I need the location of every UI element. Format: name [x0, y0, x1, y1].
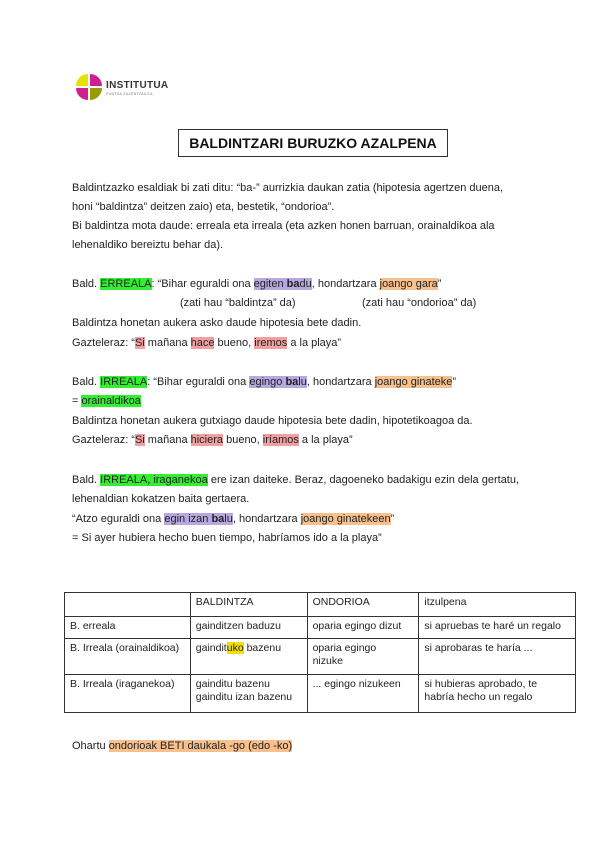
iragan-example: [72, 512, 394, 526]
header-cell: [65, 593, 191, 617]
irreala-label: IRREALA: [100, 376, 148, 388]
row-translation: si aprobaras te haría ...: [419, 639, 576, 675]
quote-mid: , hondartzara: [306, 376, 375, 388]
verb-ba: ba: [285, 376, 299, 388]
verb-a: egingo: [249, 376, 286, 388]
res-line-1: oparia egingo: [312, 642, 377, 654]
equals: =: [72, 395, 82, 407]
header-cell: itzulpena: [419, 593, 576, 617]
row-condition: [190, 639, 307, 675]
erreala-desc: Baldintza honetan aukera asko daude hipotesia bete dadin.: [72, 317, 362, 329]
note-highlight: ondorioak BETI daukala -go (edo -ko): [108, 740, 293, 752]
irreala-spanish: [72, 433, 353, 447]
intro-line-2: honi “baldintza” deitzen zaio) eta, bestetik, “ondorioa”.: [72, 201, 335, 213]
result-verb: joango gara: [379, 278, 438, 290]
verb-a: egin izan: [164, 513, 212, 525]
header-cell: BALDINTZA: [190, 593, 307, 617]
colon: :: [151, 278, 155, 290]
es-res: iríamos: [262, 434, 299, 446]
verb-c: lu: [298, 376, 307, 388]
quote-open: “Atzo eguraldi ona: [72, 513, 165, 525]
irreala-time: [72, 394, 141, 408]
verb-a: egiten: [253, 278, 287, 290]
bald-prefix: Bald.: [72, 278, 98, 290]
cond-b: bazenu: [243, 642, 282, 654]
es-c: bueno,: [214, 337, 255, 349]
iragan-rest: ere izan daiteke. Beraz, dagoeneko badakigu ezin dela gertatu,: [207, 474, 520, 486]
es-a: Gazteleraz: “: [72, 337, 135, 349]
es-b: mañana: [144, 337, 191, 349]
page-title: BALDINTZARI BURUZKO AZALPENA: [178, 129, 448, 157]
verb-c: du: [299, 278, 312, 290]
quote-open: “Bihar eguraldi ona: [154, 278, 254, 290]
row-type: B. Irreala (iraganekoa): [65, 675, 191, 713]
erreala-note-condition: (zati hau “baldintza” da): [180, 297, 296, 309]
iragan-intro: [72, 473, 519, 487]
erreala-label: ERREALA: [100, 278, 152, 290]
iragan-label: IRREALA, iraganekoa: [100, 474, 208, 486]
cond-a: gaindit: [195, 642, 227, 654]
quote-close: ”: [452, 376, 457, 388]
cond-line-1: gainditu bazenu: [195, 678, 270, 690]
bald-prefix: Bald.: [72, 474, 98, 486]
quote-mid: , hondartzara: [311, 278, 380, 290]
row-result: oparia egingo dizut: [307, 617, 419, 639]
table-row: [65, 617, 576, 639]
colon: :: [147, 376, 151, 388]
res-line-2: nizuke: [312, 655, 343, 667]
intro-line-4: lehenaldiko bereiztu behar da).: [72, 239, 224, 251]
condition-verb: [254, 278, 312, 290]
cond-highlight: uko: [226, 642, 244, 654]
row-type: B. erreala: [65, 617, 191, 639]
header-cell: ONDORIOA: [307, 593, 419, 617]
result-verb: joango ginatekeen: [300, 513, 391, 525]
intro-line-1: Baldintzazko esaldiak bi zati ditu: “ba-” aurrizkia daukan zatia (hipotesia agertzen duena,: [72, 182, 504, 194]
row-condition: [190, 675, 307, 713]
conditional-table: [64, 592, 576, 713]
row-translation: [419, 675, 576, 713]
erreala-spanish: [72, 336, 341, 350]
es-d: a la playa”: [287, 337, 342, 349]
es-b: mañana: [144, 434, 191, 446]
quote-close: ”: [390, 513, 395, 525]
note-prefix: Ohartu: [72, 740, 109, 752]
row-type: B. Irreala (orainaldikoa): [65, 639, 191, 675]
verb-c: lu: [224, 513, 233, 525]
erreala-note-result: (zati hau “ondorioa” da): [362, 297, 477, 309]
row-translation: si apruebas te haré un regalo: [419, 617, 576, 639]
row-condition: gainditzen baduzu: [190, 617, 307, 639]
quote-open: “Bihar eguraldi ona: [150, 376, 250, 388]
erreala-example: [72, 277, 441, 291]
iragan-spanish: = Si ayer hubiera hecho buen tiempo, habríamos ido a la playa”: [72, 532, 382, 544]
tr-line-1: si hubieras aprobado, te: [424, 678, 538, 690]
cond-line-2: gainditu izan bazenu: [195, 691, 293, 703]
row-result: ... egingo nizukeen: [307, 675, 419, 713]
logo-tagline: PUNTUA ZUZENTZAILEA: [106, 92, 153, 96]
es-verb: hace: [190, 337, 215, 349]
verb-ba: ba: [211, 513, 225, 525]
quote-close: ”: [437, 278, 442, 290]
logo-name: INSTITUTUA: [106, 80, 169, 91]
condition-verb: [164, 513, 233, 525]
result-verb: joango ginateke: [374, 376, 453, 388]
es-si: Si: [134, 434, 145, 446]
es-verb: hiciera: [190, 434, 224, 446]
tr-line-2: habría hecho un regalo: [424, 691, 533, 703]
footer-note: [72, 739, 292, 753]
irreala-desc: Baldintza honetan aukera gutxiago daude hipotesia bete dadin, hipotetikoagoa da.: [72, 415, 473, 427]
es-c: bueno,: [223, 434, 263, 446]
es-a: Gazteleraz: “: [72, 434, 135, 446]
row-result: [307, 639, 419, 675]
table-row: [65, 675, 576, 713]
es-si: Si: [134, 337, 145, 349]
quote-mid: , hondartzara: [232, 513, 301, 525]
es-res: iremos: [254, 337, 288, 349]
bald-prefix: Bald.: [72, 376, 98, 388]
verb-ba: ba: [286, 278, 300, 290]
iragan-line-2: lehenaldian kokatzen baita gertaera.: [72, 493, 250, 505]
table-row: [65, 639, 576, 675]
es-d: a la playa”: [298, 434, 353, 446]
condition-verb: [249, 376, 307, 388]
orainaldikoa-label: orainaldikoa: [81, 395, 141, 407]
irreala-example: [72, 375, 456, 389]
intro-line-3: Bi baldintza mota daude: erreala eta irreala (eta azken honen barruan, orainaldikoa ala: [72, 220, 495, 232]
table-header-row: [65, 593, 576, 617]
